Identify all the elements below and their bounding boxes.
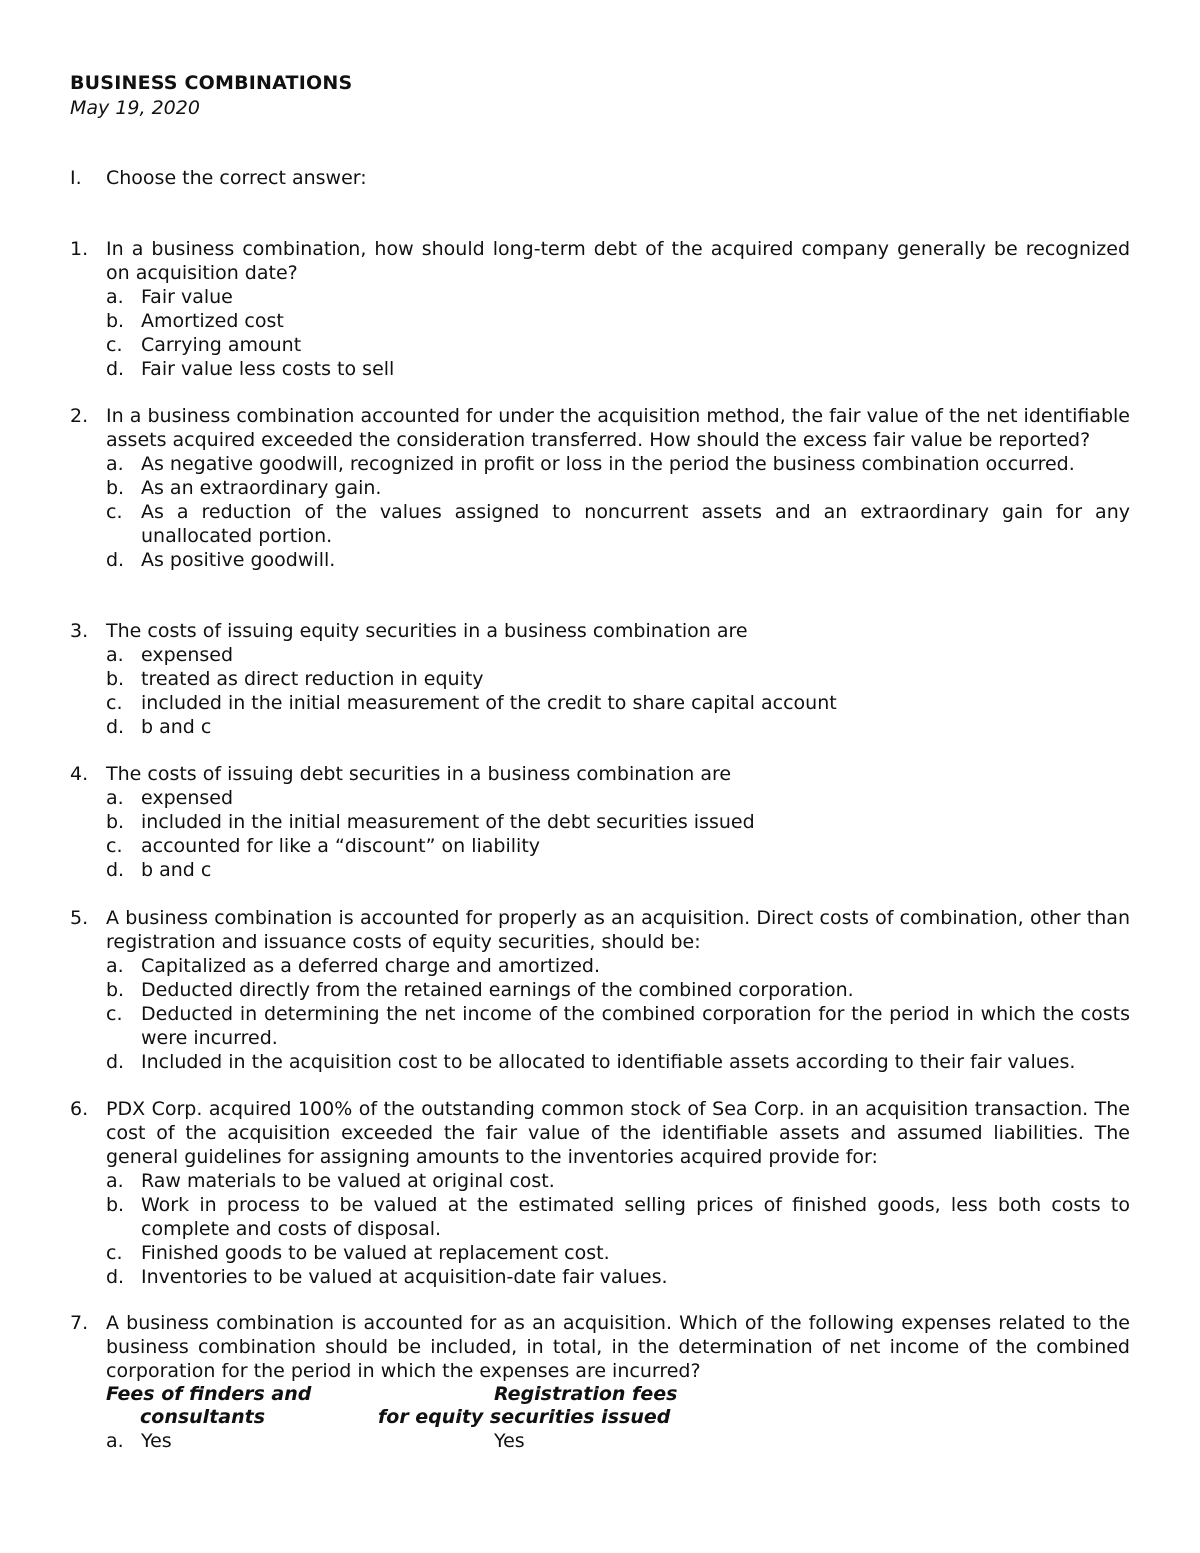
option-a xyxy=(106,786,1130,810)
option-text: included in the initial measurement of the debt securities issued xyxy=(141,811,755,833)
option-text: expensed xyxy=(141,787,234,809)
option-text: Included in the acquisition cost to be allocated to identifiable assets according to their fair values. xyxy=(141,1051,1076,1073)
question-number: 1. xyxy=(70,238,89,260)
option-letter: b. xyxy=(106,979,125,1001)
option-a xyxy=(106,1169,1130,1193)
option-letter: a. xyxy=(106,644,124,666)
question-4 xyxy=(70,762,1130,882)
option-c xyxy=(106,691,1130,715)
option-letter: c. xyxy=(106,501,123,523)
option-text: Inventories to be valued at acquisition-date fair values. xyxy=(141,1266,668,1288)
q7-row-col1: Yes xyxy=(141,1430,172,1452)
document-title: BUSINESS COMBINATIONS xyxy=(70,72,353,94)
option-d xyxy=(106,715,1130,739)
option-text: Deducted in determining the net income of the combined corporation for the period in which the costs were incurred. xyxy=(141,1003,1130,1049)
option-a xyxy=(106,452,1130,476)
q7-col1-line2: consultants xyxy=(140,1406,266,1428)
option-d xyxy=(106,357,1130,381)
option-text: Deducted directly from the retained earnings of the combined corporation. xyxy=(141,979,854,1001)
option-b xyxy=(106,476,1130,500)
option-letter: d. xyxy=(106,859,125,881)
option-text: As positive goodwill. xyxy=(141,549,336,571)
option-letter: d. xyxy=(106,716,125,738)
q7-row-letter: a. xyxy=(106,1430,124,1452)
option-a xyxy=(106,643,1130,667)
option-a xyxy=(106,954,1130,978)
question-number: 4. xyxy=(70,763,89,785)
option-b xyxy=(106,1193,1130,1241)
option-letter: a. xyxy=(106,1170,124,1192)
section-instruction: Choose the correct answer: xyxy=(106,167,367,189)
option-text: b and c xyxy=(141,716,212,738)
question-text: In a business combination accounted for under the acquisition method, the fair value of the net identifiable assets acquired exceeded the consideration transferred. How should the excess fair value be reported? xyxy=(106,405,1130,451)
option-letter: d. xyxy=(106,358,125,380)
document-date: May 19, 2020 xyxy=(70,97,200,119)
option-letter: c. xyxy=(106,1003,123,1025)
q7-col1-line1: Fees of finders and xyxy=(106,1383,312,1405)
option-d xyxy=(106,858,1130,882)
question-text: PDX Corp. acquired 100% of the outstanding common stock of Sea Corp. in an acquisition transaction. The cost of the acquisition exceeded the fair value of the identifiable assets and assumed liabilities. The general guidelines for assigning amounts to the inventories acquired provide for: xyxy=(106,1098,1130,1168)
option-text: Finished goods to be valued at replacement cost. xyxy=(141,1242,610,1264)
option-letter: d. xyxy=(106,1051,125,1073)
option-letter: b. xyxy=(106,668,125,690)
option-text: As an extraordinary gain. xyxy=(141,477,382,499)
option-text: As a reduction of the values assigned to noncurrent assets and an extraordinary gain for any unallocated portion. xyxy=(141,501,1130,547)
option-c xyxy=(106,834,1130,858)
option-letter: b. xyxy=(106,477,125,499)
option-letter: c. xyxy=(106,835,123,857)
question-7 xyxy=(70,1311,1130,1383)
option-letter: b. xyxy=(106,310,125,332)
option-b xyxy=(106,810,1130,834)
option-text: included in the initial measurement of the credit to share capital account xyxy=(141,692,837,714)
option-letter: d. xyxy=(106,549,125,571)
option-letter: b. xyxy=(106,811,125,833)
question-number: 5. xyxy=(70,907,89,929)
question-6 xyxy=(70,1097,1130,1289)
question-2 xyxy=(70,404,1130,572)
option-c xyxy=(106,333,1130,357)
option-letter: d. xyxy=(106,1266,125,1288)
option-letter: b. xyxy=(106,1194,125,1216)
option-a xyxy=(106,285,1130,309)
question-1 xyxy=(70,237,1130,381)
option-text: Work in process to be valued at the estimated selling prices of finished goods, less both costs to complete and costs of disposal. xyxy=(141,1194,1130,1240)
question-number: 7. xyxy=(70,1312,89,1334)
section-numeral: I. xyxy=(70,167,82,189)
question-5 xyxy=(70,906,1130,1074)
question-3 xyxy=(70,619,1130,739)
q7-column-header-2 xyxy=(378,1383,677,1429)
q7-col2-line2: for equity securities issued xyxy=(378,1406,671,1428)
question-text: The costs of issuing debt securities in a business combination are xyxy=(106,763,732,785)
option-letter: a. xyxy=(106,453,124,475)
option-c xyxy=(106,1002,1130,1050)
option-letter: c. xyxy=(106,1242,123,1264)
option-text: Raw materials to be valued at original cost. xyxy=(141,1170,555,1192)
option-letter: c. xyxy=(106,692,123,714)
q7-row-col2: Yes xyxy=(494,1430,525,1452)
option-letter: c. xyxy=(106,334,123,356)
option-letter: a. xyxy=(106,286,124,308)
question-text: A business combination is accounted for properly as an acquisition. Direct costs of combination, other than registration and issuance costs of equity securities, should be: xyxy=(106,907,1130,953)
option-text: Fair value less costs to sell xyxy=(141,358,395,380)
question-text: In a business combination, how should long-term debt of the acquired company generally be recognized on acquisition date? xyxy=(106,238,1130,284)
option-letter: a. xyxy=(106,787,124,809)
question-text: A business combination is accounted for as an acquisition. Which of the following expenses related to the business combination should be included, in total, in the determination of net income of the combined corporation for the period in which the expenses are incurred? xyxy=(106,1312,1130,1382)
option-text: Fair value xyxy=(141,286,233,308)
option-c xyxy=(106,1241,1130,1265)
question-number: 6. xyxy=(70,1098,89,1120)
question-text: The costs of issuing equity securities in a business combination are xyxy=(106,620,748,642)
option-text: Capitalized as a deferred charge and amortized. xyxy=(141,955,600,977)
option-b xyxy=(106,309,1130,333)
option-text: expensed xyxy=(141,644,234,666)
question-number: 2. xyxy=(70,405,89,427)
option-text: treated as direct reduction in equity xyxy=(141,668,484,690)
option-text: Amortized cost xyxy=(141,310,284,332)
option-c xyxy=(106,500,1130,548)
option-text: Carrying amount xyxy=(141,334,302,356)
option-text: accounted for like a “discount” on liability xyxy=(141,835,541,857)
option-b xyxy=(106,978,1130,1002)
option-d xyxy=(106,1265,1130,1289)
q7-column-header-1 xyxy=(106,1383,311,1429)
option-letter: a. xyxy=(106,955,124,977)
q7-col2-line1: Registration fees xyxy=(494,1383,678,1405)
option-text: As negative goodwill, recognized in profit or loss in the period the business combination occurred. xyxy=(141,453,1075,475)
question-number: 3. xyxy=(70,620,89,642)
option-d xyxy=(106,548,1130,572)
option-text: b and c xyxy=(141,859,212,881)
option-d xyxy=(106,1050,1130,1074)
option-b xyxy=(106,667,1130,691)
